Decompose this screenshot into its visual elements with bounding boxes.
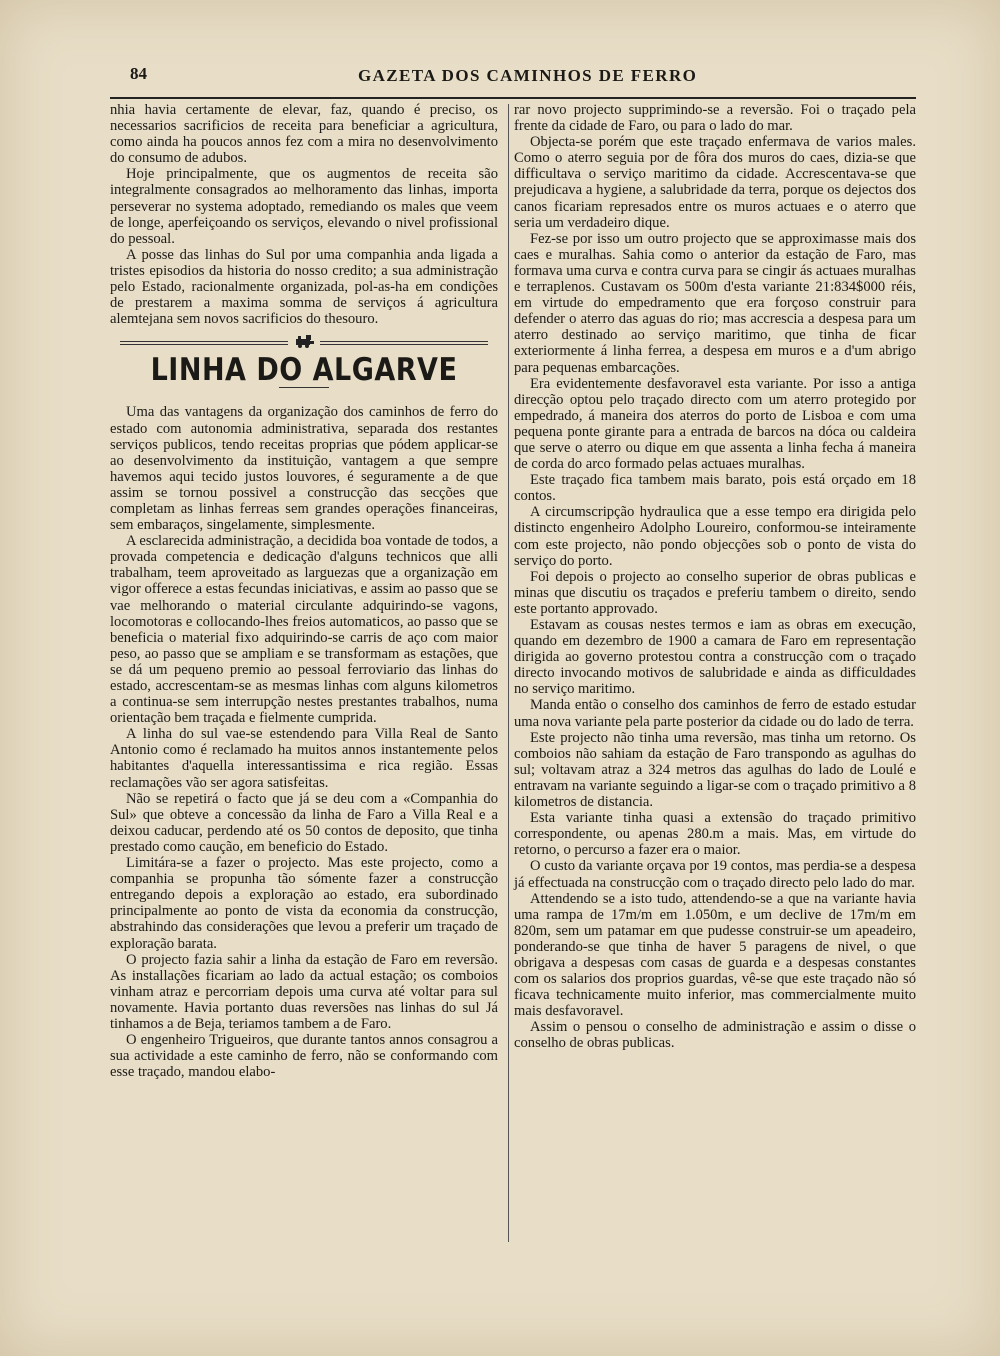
paragraph: Era evidentemente desfavoravel esta variante. Por isso a antiga direcção optou pelo traçado directo com um aterro protegido por empedrado, á maneira dos aterros do porto de Lisboa e com uma pequena ponte girante para a entrada de barcos na dóca ou caldeira que serve o aterro ou dique em que assenta a linha fecha á maneira de corda do arco formado pelas actuaes muralhas. xyxy=(514,375,916,473)
left-column xyxy=(110,102,498,1080)
column-divider xyxy=(508,104,509,1242)
paragraph: Este projecto não tinha uma reversão, mas tinha um retorno. Os comboios não sahiam da estação de Faro transpondo as agulhas do sul; voltavam atraz a 324 metros das agulhas do lado de Loulé e entravam na variante seguindo a ligar-se com o traçado primitivo a 8 kilometros de distancia. xyxy=(514,729,916,811)
paragraph: Hoje principalmente, que os augmentos de receita são integralmente consagrados ao melhoramento das linhas, importa perseverar no systema adoptado, remediando os males que veem de longe, aperfeiçoando os serviços, elevando o nivel profissional do pessoal. xyxy=(110,166,498,247)
paragraph: O custo da variante orçava por 19 contos, mas perdia-se a despesa já effectuada na construcção com o traçado directo pelo lado do mar. xyxy=(514,858,916,891)
paragraph: Limitára-se a fazer o projecto. Mas este projecto, como a companhia se propunha tão sómente fazer a construcção entregando depois a exploração ao estado, era subordinado principalmente ao ponto de vista da economia da construcção, abstrahindo das considerações que levou a preferir um traçado de exploração barata. xyxy=(110,855,498,952)
locomotive-ornament-icon xyxy=(294,333,316,349)
divider-rule-right xyxy=(320,341,488,345)
paragraph: Fez-se por isso um outro projecto que se approximasse mais dos caes e muralhas. Sahia como o anterior da estação de Faro, mas formava uma curva e contra curva para se cingir ás actuaes muralhas e terraplenos. Custavam os 500m d'esta variante 21:834$000 réis, em virtude do empedramento que era forçoso construir para defender o aterro das aguas do rio; mas accrescia a despesa para um aterro destinado ao serviço maritimo, que tinha de ficar exteriormente á linha ferrea, a despesa em muros e a d'um abrigo para pequenas embarcações. xyxy=(514,230,916,376)
header-rule xyxy=(110,97,916,99)
paragraph: Foi depois o projecto ao conselho superior de obras publicas e minas que discutiu os traçados e preferiu tambem o direito, sendo este portanto approvado. xyxy=(514,568,916,617)
paragraph: Estavam as cousas nestes termos e iam as obras em execução, quando em dezembro de 1900 a camara de Faro em representação dirigida ao governo protestou contra a construcção com o traçado directo invocando motivos de salubridade e ainda as difficuldades no serviço maritimo. xyxy=(514,617,916,698)
section-divider xyxy=(110,331,498,353)
paragraph: A circumscripção hydraulica que a esse tempo era dirigida pelo distincto engenheiro Adolpho Loureiro, conformou-se inteiramente com este projecto, não pondo objecções sob o ponto de vista do serviço do porto. xyxy=(514,504,916,569)
paragraph: Este traçado fica tambem mais barato, pois está orçado em 18 contos. xyxy=(514,472,916,505)
paragraph: Attendendo se a isto tudo, attendendo-se a que na variante havia uma rampa de 17m/m em 1.050m, e um declive de 17m/m em 820m, sem um patamar em que pudesse construir-se um apeadeiro, ponderando-se que tinha de haver 5 paragens de nivel, o que obrigava a despesas com casas de guarda e a despesas constantes com os salarios dos proprios guardas, vê-se que este traçado não só ficava technicamente muito inferior, mas commercialmente muito mais desfavoravel. xyxy=(514,890,916,1020)
paragraph: A linha do sul vae-se estendendo para Villa Real de Santo Antonio como é reclamado ha muitos annos instantemente pelos habitantes d'aquella interessantissima e rica região. Essas reclamações vão ser agora satisfeitas. xyxy=(110,726,498,791)
page-number: 84 xyxy=(130,64,147,83)
right-column xyxy=(514,102,916,1052)
paragraph: A esclarecida administração, a decidida boa vontade de todos, a provada competencia e dedicação d'alguns technicos que alli trabalham, teem aproveitado as larguezas que a organização em vigor offerece a estas fecundas iniciativas, e assim ao passo que se vae melhorando o material circulante adquirindo-se vagons, locomotoras e collocando-lhes freios automaticos, ao passo que se beneficia o material fixo adquirindo-se carris de aço com maior peso, ao passo que se ampliam e se transformam as estações, que se dá um pequeno premio ao pessoal ferroviario das linhas do estado, accrescentam-se as mesmas linhas com alguns kilometros a continua-se sem interrupção nestes prestantes trabalhos, numa orientação bem traçada e fielmente cumprida. xyxy=(110,533,498,727)
paragraph: O engenheiro Trigueiros, que durante tantos annos consagrou a sua actividade a este caminho de ferro, não se conformando com esse traçado, mandou elabo- xyxy=(110,1032,498,1081)
running-title: GAZETA DOS CAMINHOS DE FERRO xyxy=(358,66,698,85)
divider-rule-left xyxy=(120,341,288,345)
section-title: LINHA DO ALGARVE xyxy=(150,352,458,389)
page-header xyxy=(128,64,914,94)
paragraph: Objecta-se porém que este traçado enfermava de varios males. Como o aterro seguia por de fôra dos muros do caes, dizia-se que difficultava o serviço maritimo da cidade. Accrescentava-se que prejudicava a hygiene, a salubridade da terra, porque os dejectos dos canos ficariam represados entre os muros actuaes e o aterro que seria um verdadeiro dique. xyxy=(514,134,916,231)
paragraph: Esta variante tinha quasi a extensão do traçado primitivo correspondente, ou apenas 280.m a mais. Mas, em virtude do retorno, o percurso a fazer era o maior. xyxy=(514,810,916,859)
paragraph: nhia havia certamente de elevar, faz, quando é preciso, os necessarios sacrificios de receita para beneficiar a agricultura, como ainda ha poucos annos fez com a mira no desenvolvimento do consumo de adubos. xyxy=(110,102,498,167)
paragraph: Não se repetirá o facto que já se deu com a «Companhia do Sul» que obteve a concessão da linha de Faro a Villa Real e a deixou caducar, perdendo até os 50 contos de deposito, que tinha prestado como caução, em beneficio do Estado. xyxy=(110,790,498,855)
paragraph: Assim o pensou o conselho de administração e assim o disse o conselho de obras publicas. xyxy=(514,1019,916,1052)
paragraph: A posse das linhas do Sul por uma companhia anda ligada a tristes episodios da historia do nosso credito; a sua administração pelo Estado, racionalmente organizada, pol-as-ha em condições de prestarem a maxima somma de serviços á agricultura alemtejana sem novos sacrificios do thesouro. xyxy=(110,246,498,328)
paragraph: Uma das vantagens da organização dos caminhos de ferro do estado com autonomia administrativa, separada dos restantes serviços publicos, tendo receitas proprias que pódem applicar-se ao desenvolvimento da instituição, vantagem a que sempre havemos aqui tecido justos louvores, é seguramente a de que assim se tornou possivel a construcção das secções que completam as linhas ferreas sem grandes operações financeiras, sem embaraços, singelamente, simplesmente. xyxy=(110,404,498,534)
paragraph: rar novo projecto supprimindo-se a reversão. Foi o traçado pela frente da cidade de Faro, ou para o lado do mar. xyxy=(514,102,916,135)
paragraph: Manda então o conselho dos caminhos de ferro de estado estudar uma nova variante pela parte posterior da cidade ou do lado de terra. xyxy=(514,697,916,730)
paragraph: O projecto fazia sahir a linha da estação de Faro em reversão. As installações ficariam ao lado da actual estação; os comboios vinham atraz e percorriam depois uma curva até voltar para sul novamente. Havia portanto duas reversões nas linhas do sul Já tinhamos a de Beja, teriamos tambem a de Faro. xyxy=(110,951,498,1032)
